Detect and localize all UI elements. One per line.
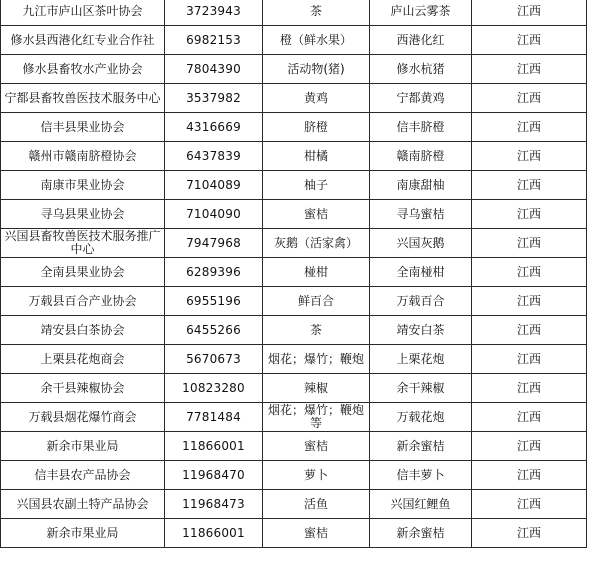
- mark-name-cell: 上栗花炮: [370, 345, 472, 374]
- province-cell: 江西: [472, 461, 587, 490]
- mark-name-cell: 万载花炮: [370, 403, 472, 432]
- applicant-cell: 九江市庐山区茶叶协会: [1, 0, 165, 26]
- product-cell: 橙（鲜水果）: [263, 26, 370, 55]
- table-row: [1, 258, 587, 287]
- table-row: [1, 26, 587, 55]
- mark-name-cell: 余干辣椒: [370, 374, 472, 403]
- applicant-cell: 赣州市赣南脐橙协会: [1, 142, 165, 171]
- table-row: [1, 113, 587, 142]
- mark-name-cell: 新余蜜桔: [370, 519, 472, 548]
- registration-number-cell: 6955196: [165, 287, 263, 316]
- product-cell: 烟花；爆竹；鞭炮: [263, 345, 370, 374]
- table-row: [1, 142, 587, 171]
- province-cell: 江西: [472, 200, 587, 229]
- province-cell: 江西: [472, 403, 587, 432]
- product-cell: 蜜桔: [263, 519, 370, 548]
- product-cell: 萝卜: [263, 461, 370, 490]
- product-cell: 蜜桔: [263, 200, 370, 229]
- registration-number-cell: 3537982: [165, 84, 263, 113]
- applicant-cell: 万载县烟花爆竹商会: [1, 403, 165, 432]
- mark-name-cell: 兴国红鲤鱼: [370, 490, 472, 519]
- table-row: [1, 316, 587, 345]
- registration-number-cell: 11968473: [165, 490, 263, 519]
- table-row: [1, 432, 587, 461]
- table-row: [1, 171, 587, 200]
- registration-number-cell: 4316669: [165, 113, 263, 142]
- province-cell: 江西: [472, 113, 587, 142]
- product-cell: 柑橘: [263, 142, 370, 171]
- registration-number-cell: 7104090: [165, 200, 263, 229]
- province-cell: 江西: [472, 142, 587, 171]
- province-cell: 江西: [472, 490, 587, 519]
- table-row: [1, 345, 587, 374]
- product-cell: 辣椒: [263, 374, 370, 403]
- table-row: [1, 0, 587, 26]
- mark-name-cell: 靖安白茶: [370, 316, 472, 345]
- applicant-cell: 兴国县畜牧兽医技术服务推广中心: [1, 229, 165, 258]
- applicant-cell: 靖安县白茶协会: [1, 316, 165, 345]
- applicant-cell: 寻乌县果业协会: [1, 200, 165, 229]
- table-row: [1, 55, 587, 84]
- applicant-cell: 余干县辣椒协会: [1, 374, 165, 403]
- table-row: [1, 519, 587, 548]
- province-cell: 江西: [472, 345, 587, 374]
- table-row: [1, 374, 587, 403]
- mark-name-cell: 万载百合: [370, 287, 472, 316]
- registration-number-cell: 6289396: [165, 258, 263, 287]
- registration-number-cell: 6982153: [165, 26, 263, 55]
- table-body: [1, 0, 587, 548]
- registration-number-cell: 10823280: [165, 374, 263, 403]
- applicant-cell: 南康市果业协会: [1, 171, 165, 200]
- product-cell: 黄鸡: [263, 84, 370, 113]
- table-row: [1, 287, 587, 316]
- mark-name-cell: 信丰萝卜: [370, 461, 472, 490]
- province-cell: 江西: [472, 171, 587, 200]
- applicant-cell: 信丰县农产品协会: [1, 461, 165, 490]
- province-cell: 江西: [472, 374, 587, 403]
- mark-name-cell: 全南椪柑: [370, 258, 472, 287]
- applicant-cell: 修水县西港化红专业合作社: [1, 26, 165, 55]
- registration-number-cell: 5670673: [165, 345, 263, 374]
- applicant-cell: 兴国县农副土特产品协会: [1, 490, 165, 519]
- product-cell: 椪柑: [263, 258, 370, 287]
- applicant-cell: 新余市果业局: [1, 432, 165, 461]
- province-cell: 江西: [472, 258, 587, 287]
- registration-number-cell: 7781484: [165, 403, 263, 432]
- mark-name-cell: 新余蜜桔: [370, 432, 472, 461]
- registration-number-cell: 7947968: [165, 229, 263, 258]
- mark-name-cell: 庐山云雾茶: [370, 0, 472, 26]
- province-cell: 江西: [472, 229, 587, 258]
- province-cell: 江西: [472, 432, 587, 461]
- registration-number-cell: 7104089: [165, 171, 263, 200]
- province-cell: 江西: [472, 316, 587, 345]
- table-row: [1, 461, 587, 490]
- province-cell: 江西: [472, 0, 587, 26]
- mark-name-cell: 修水杭猪: [370, 55, 472, 84]
- province-cell: 江西: [472, 26, 587, 55]
- applicant-cell: 信丰县果业协会: [1, 113, 165, 142]
- applicant-cell: 万载县百合产业协会: [1, 287, 165, 316]
- province-cell: 江西: [472, 84, 587, 113]
- registration-number-cell: 6455266: [165, 316, 263, 345]
- product-cell: 灰鹅（活家禽）: [263, 229, 370, 258]
- table-row: [1, 200, 587, 229]
- mark-name-cell: 寻乌蜜桔: [370, 200, 472, 229]
- registration-number-cell: 11968470: [165, 461, 263, 490]
- registration-number-cell: 11866001: [165, 519, 263, 548]
- table-row: [1, 490, 587, 519]
- applicant-cell: 宁都县畜牧兽医技术服务中心: [1, 84, 165, 113]
- applicant-cell: 修水县畜牧水产业协会: [1, 55, 165, 84]
- product-cell: 活鱼: [263, 490, 370, 519]
- table-row: [1, 229, 587, 258]
- applicant-cell: 全南县果业协会: [1, 258, 165, 287]
- province-cell: 江西: [472, 519, 587, 548]
- mark-name-cell: 南康甜柚: [370, 171, 472, 200]
- product-cell: 烟花；爆竹；鞭炮等: [263, 403, 370, 432]
- mark-name-cell: 兴国灰鹅: [370, 229, 472, 258]
- product-cell: 茶: [263, 316, 370, 345]
- product-cell: 柚子: [263, 171, 370, 200]
- product-cell: 脐橙: [263, 113, 370, 142]
- mark-name-cell: 赣南脐橙: [370, 142, 472, 171]
- province-cell: 江西: [472, 287, 587, 316]
- product-cell: 蜜桔: [263, 432, 370, 461]
- province-cell: 江西: [472, 55, 587, 84]
- applicant-cell: 上栗县花炮商会: [1, 345, 165, 374]
- registration-number-cell: 3723943: [165, 0, 263, 26]
- table-row: [1, 403, 587, 432]
- product-cell: 茶: [263, 0, 370, 26]
- product-cell: 活动物(猪): [263, 55, 370, 84]
- registration-number-cell: 6437839: [165, 142, 263, 171]
- mark-name-cell: 宁都黄鸡: [370, 84, 472, 113]
- mark-name-cell: 信丰脐橙: [370, 113, 472, 142]
- product-cell: 鲜百合: [263, 287, 370, 316]
- registration-number-cell: 11866001: [165, 432, 263, 461]
- registration-number-cell: 7804390: [165, 55, 263, 84]
- mark-name-cell: 西港化红: [370, 26, 472, 55]
- applicant-cell: 新余市果业局: [1, 519, 165, 548]
- table-row: [1, 84, 587, 113]
